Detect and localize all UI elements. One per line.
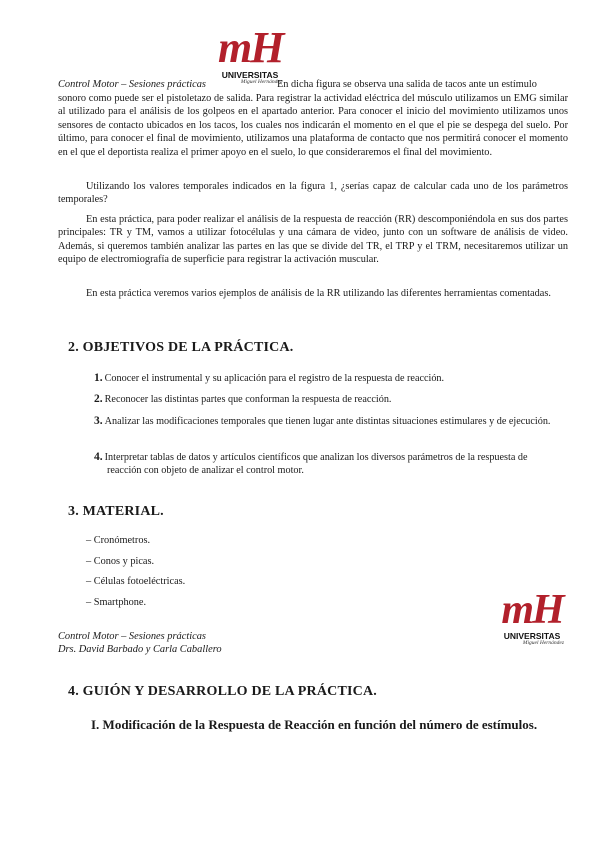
intro-first-line: En dicha figura se observa una salida de tacos ante un estímulo [277,79,537,90]
objective-number: 4. [94,451,103,463]
university-logo-bottom [500,589,564,646]
intro-paragraph-1: sonoro como puede ser el pistoletazo de salida. Para registrar la actividad eléctrica del músculo utilizamos un EMG similar al utilizado para el análisis de los golpeos en el apartado anterior. Para conocer el inicio del movimiento utilizamos unos sensores de contacto ubicados en los tacos, los cuales nos indicarán el momento en el que el pie se despega del suelo. Por último, para conocer el final de movimiento, utilizamos una plataforma de contacto que nos permitirá conocer el momento en el que el deportista realiza el primer apoyo en el suelo, lo que consideraremos el final del movimiento. [58,93,568,158]
material-item: – Conos y picas. [86,556,155,567]
intro-paragraph-4: En esta práctica veremos varios ejemplos de análisis de la RR utilizando las diferentes herramientas comentadas. [86,288,551,299]
university-logo-top [218,23,283,85]
logo-mark: mH [218,23,283,72]
objective-item-4 [94,451,537,478]
running-title: Control Motor – Sesiones prácticas [58,79,206,90]
material-text: Conos y picas. [93,556,155,567]
objective-number: 2. [94,393,103,405]
logo-subtitle: Miguel Hernández [522,639,564,646]
subsection-heading-1: I. Modificación de la Respuesta de Reacción en función del número de estímulos. [91,717,538,732]
material-text: Células fotoeléctricas. [93,576,186,587]
objective-text: Interpretar tablas de datos y artículos científicos que analizan los diversos parámetros de la respuesta de reacción con objeto de analizar el control motor. [104,452,528,477]
logo-name: UNIVERSITAS [503,631,561,641]
objective-item-2 [94,393,564,406]
material-item: – Células fotoeléctricas. [86,576,186,587]
logo-name: UNIVERSITAS [221,70,279,80]
intro-paragraph-3: En esta práctica, para poder realizar el análisis de la respuesta de reacción (RR) descomponiéndola en sus dos partes principales: TR y TM, vamos a utilizar fotocélulas y una cámara de video, junto con un software de análisis de video. Además, si queremos también analizar las partes en las que se divide del TR, el TRP y el TRM, necesitaremos utilizar un equipo de electromiografía de superficie para registrar la activación muscular. [58,214,568,266]
objective-text: Analizar las modificaciones temporales que tienen lugar ante distintas situaciones estimulares y de ejecución. [104,416,551,427]
section-heading-objectives: 2. OBJETIVOS DE LA PRÁCTICA. [68,340,294,355]
footer-authors: Drs. David Barbado y Carla Caballero [58,644,222,655]
section-heading-material: 3. MATERIAL. [68,504,164,519]
material-text: Smartphone. [93,597,147,608]
logo-mark: mH [501,587,563,633]
objective-text: Reconocer las distintas partes que conforman la respuesta de reacción. [104,394,392,405]
objective-text: Conocer el instrumental y su aplicación para el registro de la respuesta de reacción. [104,373,445,384]
material-item: – Smartphone. [86,597,147,608]
section-heading-guide: 4. GUIÓN Y DESARROLLO DE LA PRÁCTICA. [68,684,377,699]
objective-number: 3. [94,415,103,427]
intro-paragraph-2: Utilizando los valores temporales indicados en la figura 1, ¿serías capaz de calcular cada uno de los parámetros temporales? [58,181,568,206]
objective-number: 1. [94,372,103,384]
logo-subtitle: Miguel Hernández [240,78,282,85]
footer-running-title: Control Motor – Sesiones prácticas [58,631,206,642]
objective-item-1 [94,372,564,385]
material-text: Cronómetros. [93,535,151,546]
material-item: – Cronómetros. [86,535,151,546]
objective-item-3 [94,415,557,428]
